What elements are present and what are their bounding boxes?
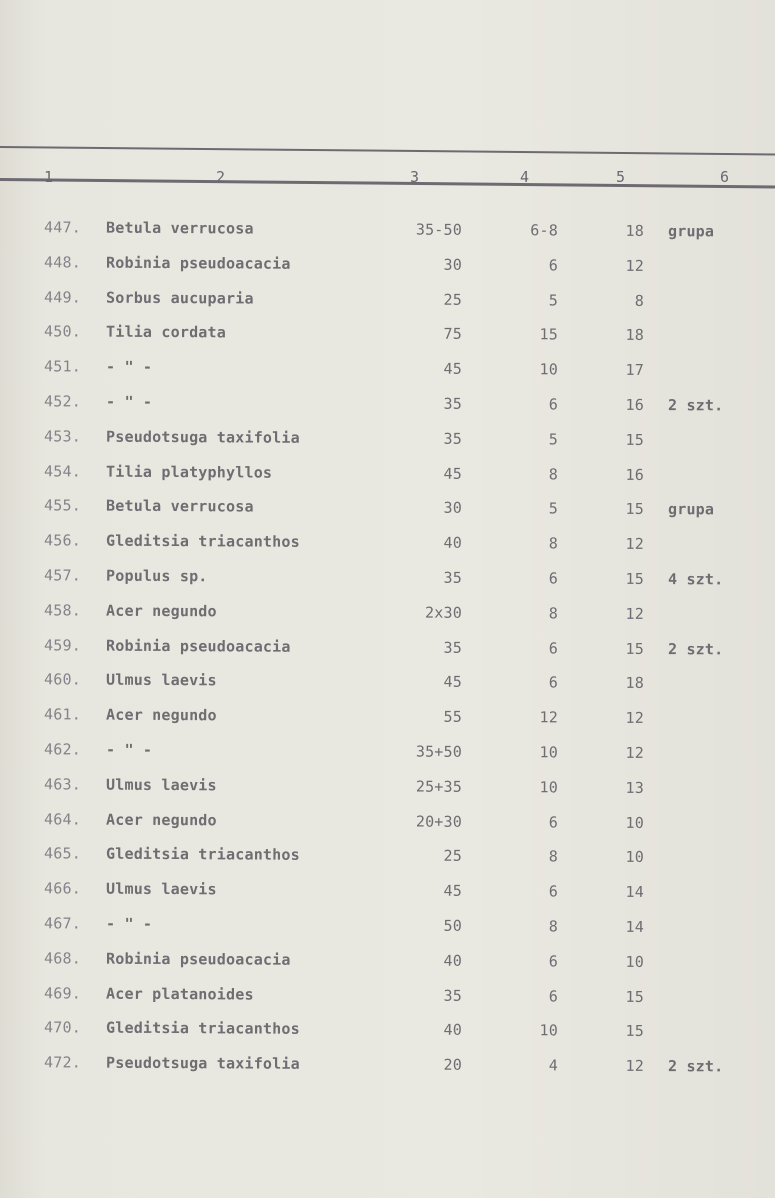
col3-value: 35 <box>443 638 463 657</box>
remarks <box>668 988 768 989</box>
remarks: 2 szt. <box>667 639 724 659</box>
species-name: Acer negundo <box>105 810 217 829</box>
col4-value: 4 <box>548 1056 559 1075</box>
remarks <box>668 535 768 536</box>
row-number: 470. <box>43 1018 82 1037</box>
species-name: Gleditsia triacanthos <box>105 531 300 552</box>
header-col-6: 6 <box>720 168 730 186</box>
table-row <box>0 1053 775 1088</box>
species-name: - " - <box>105 357 153 377</box>
species-name: Populus sp. <box>105 566 208 586</box>
col5-value: 12 <box>625 604 645 623</box>
table-header-rule <box>0 178 775 188</box>
species-name: - " - <box>105 392 153 411</box>
col4-value: 5 <box>548 430 559 449</box>
col5-value: 12 <box>625 709 645 728</box>
remarks <box>668 953 768 954</box>
header-col-2: 2 <box>216 168 226 186</box>
col5-value: 18 <box>625 221 645 240</box>
col3-value: 75 <box>443 325 463 344</box>
species-name: Sorbus aucuparia <box>105 288 254 308</box>
table-row <box>0 427 775 462</box>
row-number: 463. <box>43 775 82 794</box>
species-name: Tilia cordata <box>105 323 227 342</box>
row-number: 465. <box>43 844 82 863</box>
col4-value: 5 <box>548 499 559 518</box>
row-number: 451. <box>43 357 82 376</box>
col4-value: 10 <box>539 1021 559 1040</box>
table-row <box>0 392 775 427</box>
col4-value: 8 <box>548 464 559 484</box>
remarks <box>668 326 768 327</box>
remarks <box>668 709 768 710</box>
row-number: 448. <box>43 253 82 272</box>
col4-value: 6 <box>548 986 559 1006</box>
species-name: Gleditsia triacanthos <box>105 1019 300 1039</box>
table-row <box>0 253 775 288</box>
species-name: Robinia pseudoacacia <box>105 636 291 656</box>
col5-value: 12 <box>625 743 645 762</box>
species-name: Acer platanoides <box>105 984 254 1004</box>
table-row <box>0 531 775 566</box>
col5-value: 10 <box>625 848 645 867</box>
row-number: 450. <box>43 322 82 341</box>
table-row <box>0 496 775 531</box>
table-row <box>0 879 775 914</box>
remarks <box>668 883 768 884</box>
species-name: Acer negundo <box>105 705 217 725</box>
remarks <box>668 466 768 467</box>
col3-value: 55 <box>443 707 463 727</box>
row-number: 447. <box>43 218 82 237</box>
col5-value: 18 <box>625 326 645 345</box>
header-col-3: 3 <box>410 168 420 186</box>
table-row <box>0 914 775 949</box>
col4-value: 8 <box>548 847 559 866</box>
col5-value: 10 <box>625 952 645 971</box>
col4-value: 6 <box>548 395 559 414</box>
row-number: 461. <box>43 705 82 724</box>
col3-value: 35 <box>443 394 463 413</box>
table-row <box>0 357 775 392</box>
row-number: 472. <box>43 1053 82 1072</box>
col4-value: 6 <box>548 673 559 692</box>
remarks <box>668 431 768 432</box>
species-name: Pseudotsuga taxifolia <box>105 1053 300 1074</box>
species-name: Gleditsia triacanthos <box>105 845 300 865</box>
col3-value: 40 <box>443 951 463 970</box>
table-row <box>0 949 775 984</box>
col3-value: 20 <box>443 1055 463 1075</box>
col3-value: 45 <box>443 673 463 692</box>
col3-value: 25 <box>443 290 463 309</box>
remarks <box>668 257 768 258</box>
col4-value: 8 <box>548 534 559 553</box>
species-name: Betula verrucosa <box>105 497 254 516</box>
col5-value: 16 <box>625 465 645 484</box>
row-number: 466. <box>43 879 82 898</box>
col5-value: 12 <box>625 535 645 554</box>
row-number: 464. <box>43 809 82 829</box>
col3-value: 30 <box>443 255 463 274</box>
species-name: Robinia pseudoacacia <box>105 253 291 273</box>
remarks <box>668 814 768 815</box>
col4-value: 10 <box>539 743 559 762</box>
remarks <box>668 848 768 849</box>
table-row <box>0 1018 775 1053</box>
col5-value: 17 <box>625 361 645 380</box>
row-number: 449. <box>43 287 82 307</box>
col5-value: 15 <box>625 639 645 658</box>
col5-value: 14 <box>625 883 645 902</box>
header-col-1: 1 <box>44 168 54 186</box>
species-name: Ulmus laevis <box>105 671 217 690</box>
table-row <box>0 462 775 497</box>
row-number: 462. <box>43 740 82 759</box>
col3-value: 35 <box>443 568 463 587</box>
remarks <box>668 918 768 919</box>
species-name: - " - <box>105 914 153 933</box>
table-row <box>0 218 775 253</box>
col4-value: 6 <box>548 812 559 832</box>
col5-value: 15 <box>625 569 645 588</box>
remarks: grupa <box>667 500 715 519</box>
col3-value: 35 <box>443 429 463 448</box>
col3-value: 2x30 <box>425 603 463 622</box>
species-name: Acer negundo <box>105 601 217 621</box>
row-number: 458. <box>43 601 82 620</box>
col5-value: 12 <box>625 1057 645 1076</box>
col5-value: 15 <box>625 1022 645 1041</box>
header-col-5: 5 <box>616 168 626 186</box>
col4-value: 15 <box>539 325 559 344</box>
row-number: 456. <box>43 531 82 550</box>
row-number: 452. <box>43 392 82 411</box>
table-row <box>0 984 775 1019</box>
col4-value: 6-8 <box>530 221 559 240</box>
row-number: 455. <box>43 496 82 515</box>
col4-value: 10 <box>539 360 559 379</box>
col5-value: 12 <box>625 256 645 275</box>
col4-value: 8 <box>548 917 559 936</box>
table-row <box>0 322 775 357</box>
col3-value: 20+30 <box>415 812 463 831</box>
table-row <box>0 844 775 879</box>
col5-value: 15 <box>625 500 645 519</box>
remarks <box>668 1022 768 1023</box>
table-row <box>0 810 775 845</box>
col3-value: 35 <box>443 986 463 1005</box>
species-name: Robinia pseudoacacia <box>105 949 291 969</box>
row-number: 454. <box>43 461 82 481</box>
col5-value: 16 <box>625 395 645 414</box>
col4-value: 12 <box>539 708 559 727</box>
col4-value: 6 <box>548 256 559 275</box>
col3-value: 40 <box>443 1021 463 1040</box>
species-name: Betula verrucosa <box>105 218 254 238</box>
col3-value: 35+50 <box>415 742 463 761</box>
table-row <box>0 288 775 323</box>
species-name: Ulmus laevis <box>105 879 217 899</box>
col3-value: 45 <box>443 464 463 483</box>
col3-value: 40 <box>443 533 463 553</box>
remarks <box>668 744 768 745</box>
col3-value: 25 <box>443 847 463 866</box>
col4-value: 8 <box>548 604 559 623</box>
col5-value: 14 <box>625 917 645 936</box>
row-number: 469. <box>43 983 82 1003</box>
table-row <box>0 601 775 636</box>
col5-value: 13 <box>625 778 645 797</box>
header-col-4: 4 <box>520 168 530 186</box>
remarks: 2 szt. <box>667 1057 724 1076</box>
col4-value: 10 <box>539 778 559 797</box>
row-number: 467. <box>43 914 82 933</box>
table-row <box>0 566 775 601</box>
col3-value: 30 <box>443 499 463 518</box>
row-number: 459. <box>43 635 82 655</box>
species-name: Pseudotsuga taxifolia <box>105 427 300 447</box>
table-row <box>0 670 775 705</box>
remarks: 2 szt. <box>667 396 724 415</box>
table-top-rule <box>0 146 775 155</box>
col5-value: 15 <box>625 430 645 449</box>
species-name: - " - <box>105 740 153 759</box>
col3-value: 45 <box>443 881 463 901</box>
col3-value: 45 <box>443 359 463 379</box>
remarks: 4 szt. <box>667 570 724 589</box>
col5-value: 8 <box>634 291 645 310</box>
col4-value: 5 <box>548 290 559 310</box>
remarks <box>668 674 768 675</box>
table-row <box>0 636 775 671</box>
col3-value: 50 <box>443 916 463 935</box>
col4-value: 6 <box>548 882 559 901</box>
table-row <box>0 705 775 740</box>
col3-value: 35-50 <box>415 220 463 239</box>
remarks <box>668 361 768 362</box>
table-row <box>0 775 775 810</box>
col4-value: 6 <box>548 952 559 971</box>
row-number: 460. <box>43 670 82 689</box>
remarks <box>668 605 768 606</box>
table-row <box>0 740 775 775</box>
col4-value: 6 <box>548 569 559 588</box>
remarks <box>668 779 768 780</box>
remarks: grupa <box>667 222 715 241</box>
row-number: 468. <box>43 949 82 968</box>
col5-value: 15 <box>625 987 645 1006</box>
remarks <box>668 292 768 293</box>
species-name: Tilia platyphyllos <box>105 462 273 482</box>
row-number: 453. <box>43 427 82 446</box>
col5-value: 18 <box>625 674 645 693</box>
row-number: 457. <box>43 566 82 585</box>
col5-value: 10 <box>625 813 645 832</box>
species-name: Ulmus laevis <box>105 775 217 795</box>
col3-value: 25+35 <box>415 777 463 796</box>
col4-value: 6 <box>548 638 559 658</box>
